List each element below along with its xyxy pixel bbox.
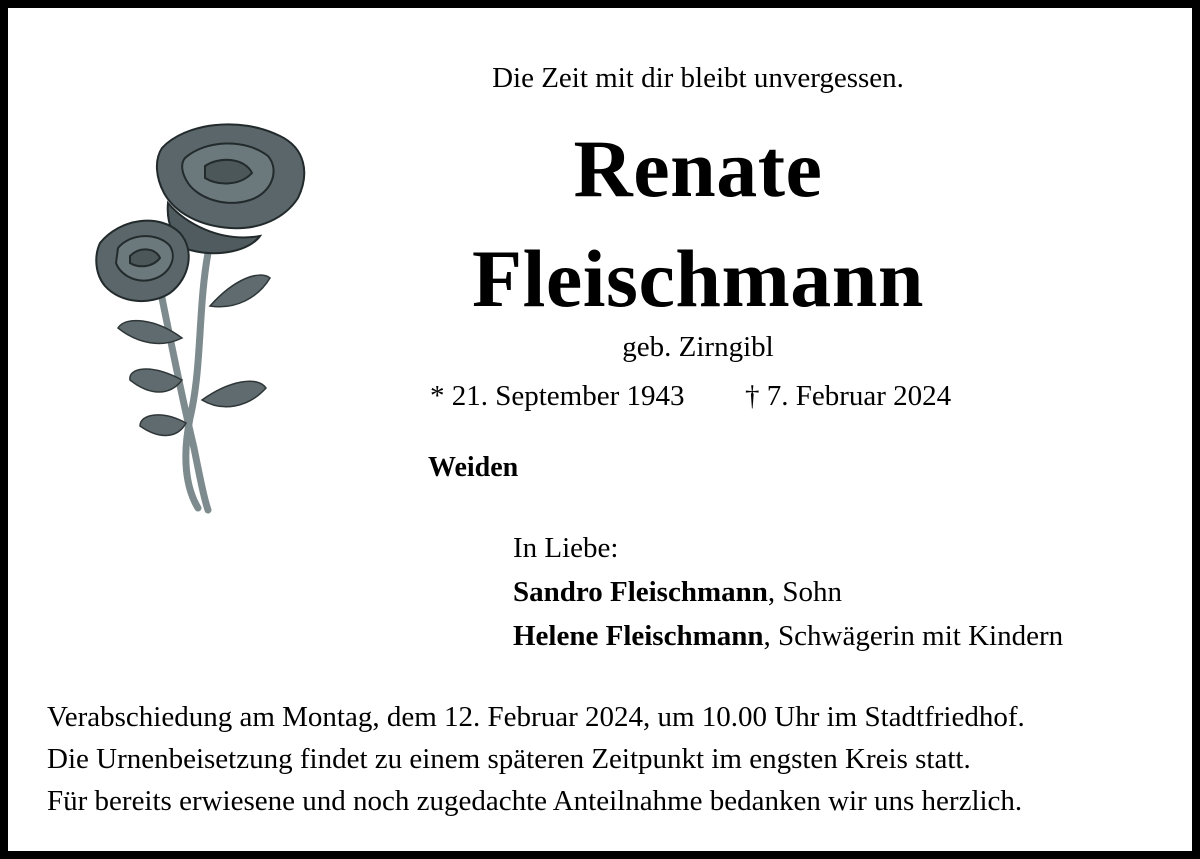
memorial-motto: Die Zeit mit dir bleibt unvergessen. xyxy=(492,62,904,94)
thanks-line: Für bereits erwiesene und noch zugedachte Anteilnahme bedanken wir uns herzlich. xyxy=(47,785,1023,817)
place-of-residence: Weiden xyxy=(428,452,519,483)
mourner-name: Helene Fleischmann xyxy=(513,620,764,652)
mourner-line xyxy=(513,620,1063,653)
deceased-last-name: Fleischmann xyxy=(472,233,924,324)
maiden-name: geb. Zirngibl xyxy=(622,331,774,363)
farewell-info-line: Verabschiedung am Montag, dem 12. Februar 2024, um 10.00 Uhr im Stadtfriedhof. xyxy=(47,701,1025,733)
mourner-name: Sandro Fleischmann xyxy=(513,576,768,608)
mourner-line xyxy=(513,576,842,609)
urn-burial-info-line: Die Urnenbeisetzung findet zu einem späteren Zeitpunkt im engsten Kreis statt. xyxy=(47,743,971,775)
mourner-relation: , Sohn xyxy=(767,576,843,608)
death-date: † 7. Februar 2024 xyxy=(745,380,952,412)
mourners-label: In Liebe: xyxy=(513,532,619,564)
mourner-relation: , Schwägerin mit Kindern xyxy=(763,620,1064,652)
birth-date: * 21. September 1943 xyxy=(430,380,685,412)
deceased-first-name: Renate xyxy=(573,123,823,214)
